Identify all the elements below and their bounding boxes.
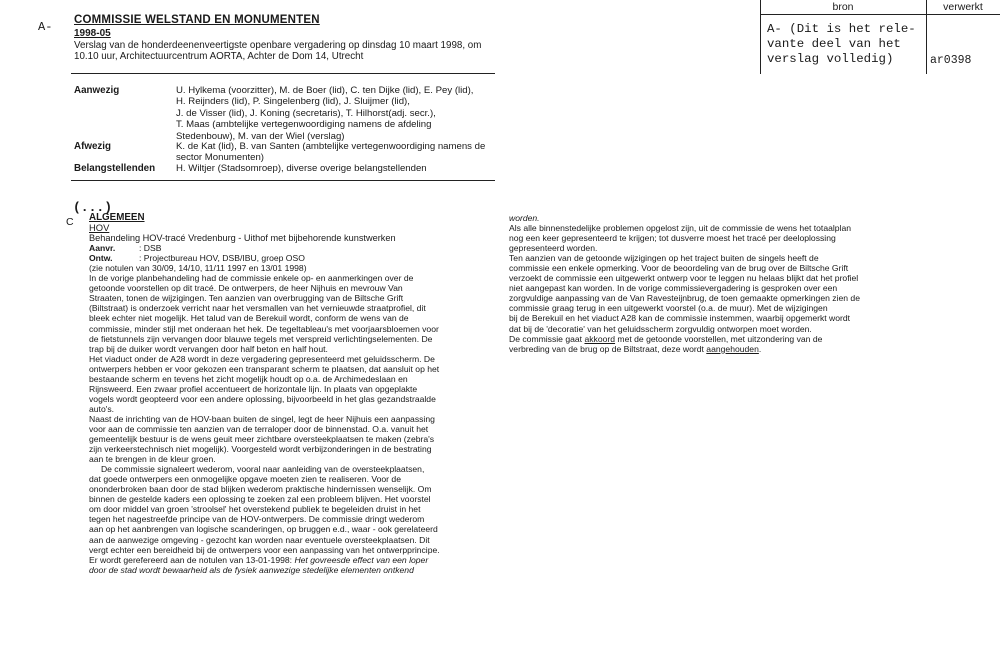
designer-value: : Projectbureau HOV, DSB/IBU, groep OSO: [139, 253, 305, 264]
body-text: Er wordt gerefereerd aan de notulen van 13-01-1998:: [89, 554, 295, 565]
document-number: 1998-05: [74, 28, 111, 39]
absent-line: sector Monumenten): [176, 152, 264, 164]
body-line: aan op het aanbrengen van logische scanderingen, op bruggen e.d., waar - ook gerelateerd: [89, 524, 438, 535]
body-line: niet aangepast kan worden. In de vorige commissievergadering is gesproken over een: [509, 283, 838, 294]
decision-akkoord: akkoord: [584, 333, 616, 344]
source-column-header: bron: [832, 1, 854, 13]
present-line: Stedenbouw), M. van der Wiel (verslag): [176, 130, 345, 142]
body-line: bij de Berekuil en het viaduct A28 kan de commissie instemmen, waarbij opgemerkt wordt: [509, 313, 851, 324]
attendance-divider: [71, 180, 495, 181]
conclusion-line: [509, 344, 909, 354]
quoted-text: Het govreesde effect van een loper: [294, 554, 429, 565]
source-note-line: A- (Dit is het rele-: [767, 22, 916, 36]
body-line: Ten aanzien van de getoonde wijzigingen op het traject buiten de singels heeft de: [509, 253, 819, 264]
meeting-line-1: Verslag van de honderdeenenveertigste openbare vergadering op dinsdag 10 maart 1998, om: [74, 40, 482, 51]
conclusion-line: [509, 334, 909, 344]
present-line: U. Hylkema (voorzitter), M. de Boer (lid), C. ten Dijke (lid), E. Pey (lid),: [176, 85, 474, 96]
quoted-text-end: worden.: [509, 213, 540, 223]
body-line: commissie een enkele opmerking. Voor de beoordeling van de brug over de Biltsche Grift: [509, 263, 849, 274]
body-line: gemeentelijk bestuur is de wens geuit meer zichtbare oversteekplaatsen te maken (zebra's: [89, 434, 435, 445]
body-line: vogels wordt geopteerd voor een andere oplossing, bijvoorbeeld in het glas gezandstraalde: [89, 393, 436, 404]
header-divider: [71, 73, 495, 74]
absent-list: [176, 141, 506, 164]
absent-label: Afwezig: [74, 141, 112, 152]
quoted-text: door de stad wordt bewaarheid als de fysiek aanwezige stedelijke elementen ontkend: [89, 564, 414, 575]
body-line: tegen het nagestreefde principe van de HOV-ontwerpers. De commissie dringt wederom: [89, 514, 425, 525]
present-line: T. Maas (ambtelijke vertegenwoordiging namens de afdeling: [176, 119, 432, 131]
conclusion-text: .: [758, 343, 762, 354]
section-subheading: HOV: [89, 222, 110, 234]
body-line: [89, 555, 501, 565]
designer-row: [89, 253, 501, 263]
right-column: [509, 213, 909, 354]
body-line: aan de aanwezige omgeving - gezocht kan worden naar eventuele oversteekplaatsen. Dit: [89, 534, 430, 545]
body-line: Rijnsweerd. Een zwaar profiel accentueert de horizontale lijn. In plaats van opgeplakte: [89, 383, 418, 394]
body-line: zorgvuldige aanpassing van de Van Ravesteijnbrug, de toen gemaakte opmerkingen zien de: [509, 293, 860, 304]
body-line: commissie graag terug in een uitgewerkt voorstel (o.a. de muur). Met de wijzigingen: [509, 303, 828, 314]
body-line: voor aan de commissie ten aanzien van de terraloper door de binnenstad. O.a. vanuit het: [89, 423, 429, 434]
source-note-line: vante deel van het: [767, 37, 901, 51]
conclusion-text: De commissie gaat: [509, 333, 585, 344]
present-list: [176, 85, 506, 142]
margin-mark-a: A-: [38, 20, 53, 34]
body-line: bestaande scherm en tevens het zicht mogelijk houdt op o.a. de Archimedeslaan en: [89, 373, 408, 384]
meeting-line-2: 10.10 uur, Architectuurcentrum AORTA, Achter de Dom 14, Utrecht: [74, 51, 364, 62]
archive-reference: ar0398: [930, 54, 972, 67]
stakeholders-label: Belangstellenden: [74, 163, 156, 174]
body-line: ontwerpers hebben er voor gekozen een transparant scherm te plaatsen, dat aansluit op het: [89, 363, 440, 374]
body-line: de fietstunnels zijn vervangen door blauwe tegels met verspreid verlichtingselementen. De: [89, 333, 433, 344]
body-line: nog een keer gepresenteerd te krijgen; tot dusverre moest het tracé per deeloplossing: [509, 233, 836, 244]
applicant-value: : DSB: [139, 243, 162, 254]
body-line: Straaten, tonen de wijzigingen. Ten aanzien van overbrugging van de Biltsche Grift: [89, 293, 404, 304]
body-line: vergt echter een bereidheid bij de ontwerpers voor een aanpassing van het ontwerpprincipe.: [89, 544, 440, 555]
body-line: Naast de inrichting van de HOV-baan buiten de singel, legt de heer Nijhuis een aanpassing: [89, 413, 435, 424]
body-line: bleek echter niet mogelijk. Het talud van de Berekuil wordt, conform de wens van de: [89, 313, 409, 324]
body-line: ononderbroken baan door de stad blijken wederom praktische hindernissen wenselijk. Om: [89, 484, 432, 495]
body-line: aan te brengen in de kleur groen.: [89, 454, 216, 465]
body-line: Als alle binnenstedelijke problemen opgelost zijn, uit de commissie de wens het totaalplan: [509, 223, 852, 234]
omission-ellipsis: (...): [73, 200, 113, 215]
body-line: zijn verkeerstechnisch niet mogelijk). Voorgesteld wordt verbijzonderingen in de bestrating: [89, 444, 432, 455]
present-line: H. Reijnders (lid), P. Singelenberg (lid), J. Sluijmer (lid),: [176, 96, 410, 108]
body-line: verzoekt de commissie een uitgewerkt ontwerp voor te leggen nu helaas blijkt dat het profiel: [509, 273, 859, 284]
body-line: auto's.: [89, 403, 115, 414]
source-table-header-rule: [760, 14, 1000, 15]
body-line: Het viaduct onder de A28 wordt in deze vergadering gepresenteerd met geluidsscherm. De: [89, 353, 435, 364]
present-label: Aanwezig: [74, 85, 120, 96]
stakeholders-list: [176, 163, 506, 174]
body-line: commissie, minder stijl met onderaan het hek. De tegeltableau's met voorjaarsbloemen voor: [89, 323, 439, 334]
section-heading: ALGEMEEN: [89, 212, 145, 223]
designer-label: Ontw.: [89, 253, 113, 264]
body-line: De commissie signaleert wederom, vooral naar aanleiding van de oversteekplaatsen,: [89, 464, 425, 475]
body-line: binnen de gestelde kaders een oplossing te zoeken zal een probleem blijven. Het voorstel: [89, 494, 431, 505]
conclusion-text: verbreding van de brug op de Biltstraat, deze wordt: [509, 343, 707, 354]
margin-mark-c: C: [66, 216, 74, 228]
body-line: om door middel van groen 'stroolsel' het overstekend publiek te begeleiden druist in het: [89, 504, 421, 515]
body-line: dat bij de 'decoratie' van het geluidsscherm zorgvuldig ontworpen moet worden.: [509, 323, 812, 334]
stakeholders-line: H. Wiltjer (Stadsomroep), diverse overige belangstellenden: [176, 163, 427, 174]
body-line: getoonde voorstellen op dit tracé. De ontwerpers, de heer Nijhuis en mevrouw Van: [89, 283, 403, 294]
absent-line: K. de Kat (lid), B. van Santen (ambtelijke vertegenwoordiging namens de: [176, 141, 486, 152]
agenda-subject: Behandeling HOV-tracé Vredenburg - Uithof met bijbehorende kunstwerken: [89, 233, 396, 244]
body-line: dat goede ontwerpers een onmogelijke opgave moeten zien te realiseren. Voor de: [89, 474, 401, 485]
decision-aangehouden: aangehouden: [706, 343, 759, 354]
org-title: COMMISSIE WELSTAND EN MONUMENTEN: [74, 14, 320, 26]
minutes-reference: (zie notulen van 30/09, 14/10, 11/11 1997 en 13/01 1998): [89, 263, 307, 274]
body-line: trap bij de duiker wordt vervangen door half beton en half hout.: [89, 343, 328, 354]
conclusion-text: met de getoonde voorstellen, met uitzondering van de: [615, 333, 823, 344]
body-line: (Biltstraat) is onderzoek verricht naar het versmallen van het vernieuwde straatprofiel, dit: [89, 303, 426, 314]
left-column: [89, 213, 501, 575]
body-line: In de vorige planbehandeling had de commissie enkele op- en aanmerkingen over de: [89, 273, 414, 284]
source-note: [767, 22, 925, 67]
applicant-label: Aanvr.: [89, 243, 116, 254]
processed-column-header: verwerkt: [943, 1, 983, 13]
source-note-line: verslag volledig): [767, 52, 894, 66]
present-line: J. de Visser (lid), J. Koning (secretaris), T. Hilhorst(adj. secr.),: [176, 107, 436, 119]
body-line: gepresenteerd worden.: [509, 243, 598, 254]
applicant-row: [89, 243, 501, 253]
